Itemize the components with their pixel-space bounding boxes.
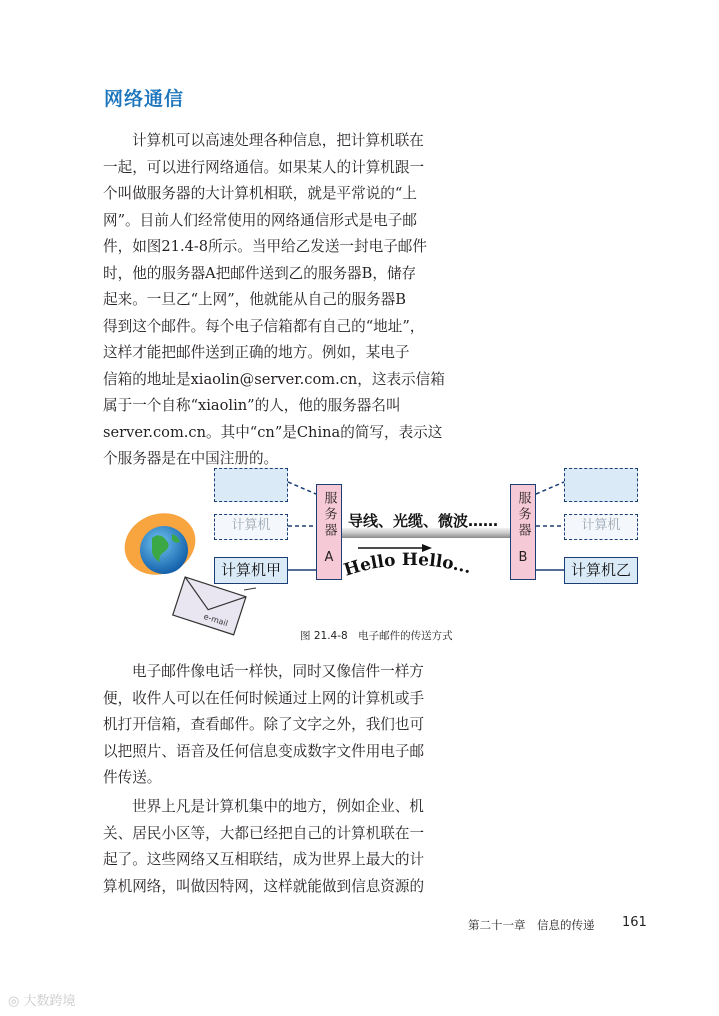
watermark-text: 大数跨境 (23, 994, 76, 1009)
section-title: 网络通信 (104, 88, 185, 110)
text-line: 起了。这些网络又互相联结，成为世界上最大的计 (103, 851, 425, 868)
server-a (316, 484, 342, 580)
computer-a: 计算机甲 (214, 557, 288, 584)
text-line: 一起，可以进行网络通信。如果某人的计算机跟一 (103, 158, 425, 176)
email-transmission-figure (118, 464, 648, 646)
text-line: 机打开信箱，查看邮件。除了文字之外，我们也可 (103, 716, 425, 733)
text-line: 得到这个邮件。每个电子信箱都有自己的“地址”， (103, 317, 425, 335)
server-b (510, 484, 536, 580)
text-line: 世界上凡是计算机集中的地方，例如企业、机 (132, 798, 424, 815)
envelope-label: e-mail (202, 611, 230, 629)
server-b-label: 服务器 (515, 491, 531, 539)
text-line: 这样才能把邮件送到正确的地方。例如，某电子 (103, 344, 410, 361)
transmission-media-label: 导线、光缆、微波…… (348, 512, 499, 530)
text-line: 起来。一旦乙“上网”，他就能从自己的服务器B (103, 291, 406, 308)
text-line: 属于一个自称“xiaolin”的人，他的服务器名叫 (103, 397, 401, 414)
text-line: 以把照片、语音及任何信息变成数字文件用电子邮 (103, 742, 425, 760)
footer-chapter: 第二十一章 信息的传递 (468, 918, 595, 932)
computer-faint-left: 计算机 (214, 514, 288, 540)
figure-caption: 图 21.4-8 电子邮件的传送方式 (300, 630, 453, 642)
paragraph-internet (103, 794, 461, 900)
computer-b: 计算机乙 (564, 557, 638, 584)
text-line: 网”。目前人们经常使用的网络通信形式是电子邮 (103, 211, 417, 229)
text-line: 便，收件人可以在任何时候通过上网的计算机或手 (103, 689, 425, 707)
text-line: 件传送。 (103, 769, 162, 786)
watermark (8, 990, 76, 1009)
text-line: 关、居民小区等，大都已经把自己的计算机联在一 (103, 824, 425, 842)
computer-placeholder-top-left (214, 468, 288, 502)
hello-text: Hello Hello... (341, 549, 474, 581)
watermark-logo-icon: ◎ (8, 994, 24, 1009)
paragraph-intro (103, 128, 461, 473)
computer-faint-right: 计算机 (564, 514, 638, 540)
server-a-label: 服务器 (321, 491, 337, 539)
text-line: 计算机可以高速处理各种信息，把计算机联在 (132, 132, 424, 149)
server-b-letter: B (518, 550, 528, 565)
text-line: 电子邮件像电话一样快，同时又像信件一样方 (132, 663, 424, 680)
text-line: 算机网络，叫做因特网，这样就能做到信息资源的 (103, 877, 425, 895)
page-number: 161 (622, 915, 647, 930)
text-line: 信箱的地址是xiaolin@server.com.cn，这表示信箱 (103, 370, 445, 388)
server-a-letter: A (324, 550, 334, 565)
text-line: 个叫做服务器的大计算机相联，就是平常说的“上 (103, 185, 417, 202)
paragraph-email (103, 659, 461, 792)
text-line: 件，如图21.4-8所示。当甲给乙发送一封电子邮件 (103, 238, 427, 255)
envelope-icon (173, 577, 246, 635)
text-line: 个服务器是在中国注册的。 (103, 450, 279, 467)
text-line: 时，他的服务器A把邮件送到乙的服务器B，储存 (103, 264, 417, 282)
text-line: server.com.cn。其中“cn”是China的简写，表示这 (103, 423, 443, 441)
computer-placeholder-top-right (564, 468, 638, 502)
